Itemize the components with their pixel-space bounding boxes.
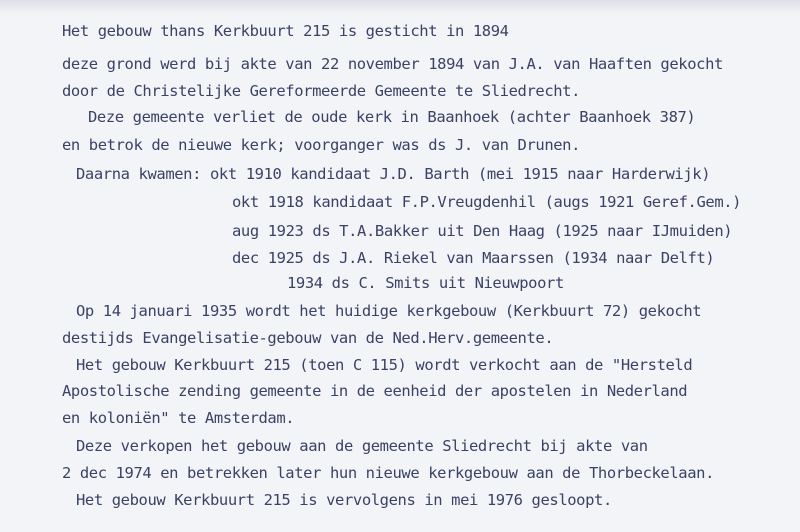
text-line: Op 14 januari 1935 wordt het huidige kerkgebouw (Kerkbuurt 72) gekocht xyxy=(76,302,702,320)
text-line: Deze gemeente verliet de oude kerk in Baanhoek (achter Baanhoek 387) xyxy=(88,108,696,126)
text-line: Apostolische zending gemeente in de eenheid der apostelen in Nederland xyxy=(62,382,688,400)
text-line: en koloniën" te Amsterdam. xyxy=(62,409,295,427)
page-top-edge xyxy=(0,0,800,14)
text-line: deze grond werd bij akte van 22 november 1894 van J.A. van Haaften gekocht xyxy=(62,55,723,73)
text-line: 1934 ds C. Smits uit Nieuwpoort xyxy=(287,274,564,292)
text-line: 2 dec 1974 en betrekken later hun nieuwe kerkgebouw aan de Thorbeckelaan. xyxy=(62,464,715,482)
text-line: dec 1925 ds J.A. Riekel van Maarssen (1934 naar Delft) xyxy=(232,249,715,267)
text-line: destijds Evangelisatie-gebouw van de Ned.Herv.gemeente. xyxy=(62,329,554,347)
text-line: Het gebouw thans Kerkbuurt 215 is gesticht in 1894 xyxy=(62,22,509,40)
text-line: Daarna kwamen: okt 1910 kandidaat J.D. Barth (mei 1915 naar Harderwijk) xyxy=(76,165,711,183)
text-line: okt 1918 kandidaat F.P.Vreugdenhil (augs 1921 Geref.Gem.) xyxy=(232,193,742,211)
text-line: door de Christelijke Gereformeerde Gemeente te Sliedrecht. xyxy=(62,82,581,100)
text-line: Deze verkopen het gebouw aan de gemeente Sliedrecht bij akte van xyxy=(76,437,648,455)
text-line: Het gebouw Kerkbuurt 215 is vervolgens in mei 1976 gesloopt. xyxy=(76,491,612,509)
text-line: en betrok de nieuwe kerk; voorganger was ds J. van Drunen. xyxy=(62,136,581,154)
text-line: Het gebouw Kerkbuurt 215 (toen C 115) wordt verkocht aan de "Hersteld xyxy=(76,356,693,374)
text-line: aug 1923 ds T.A.Bakker uit Den Haag (1925 naar IJmuiden) xyxy=(232,222,733,240)
